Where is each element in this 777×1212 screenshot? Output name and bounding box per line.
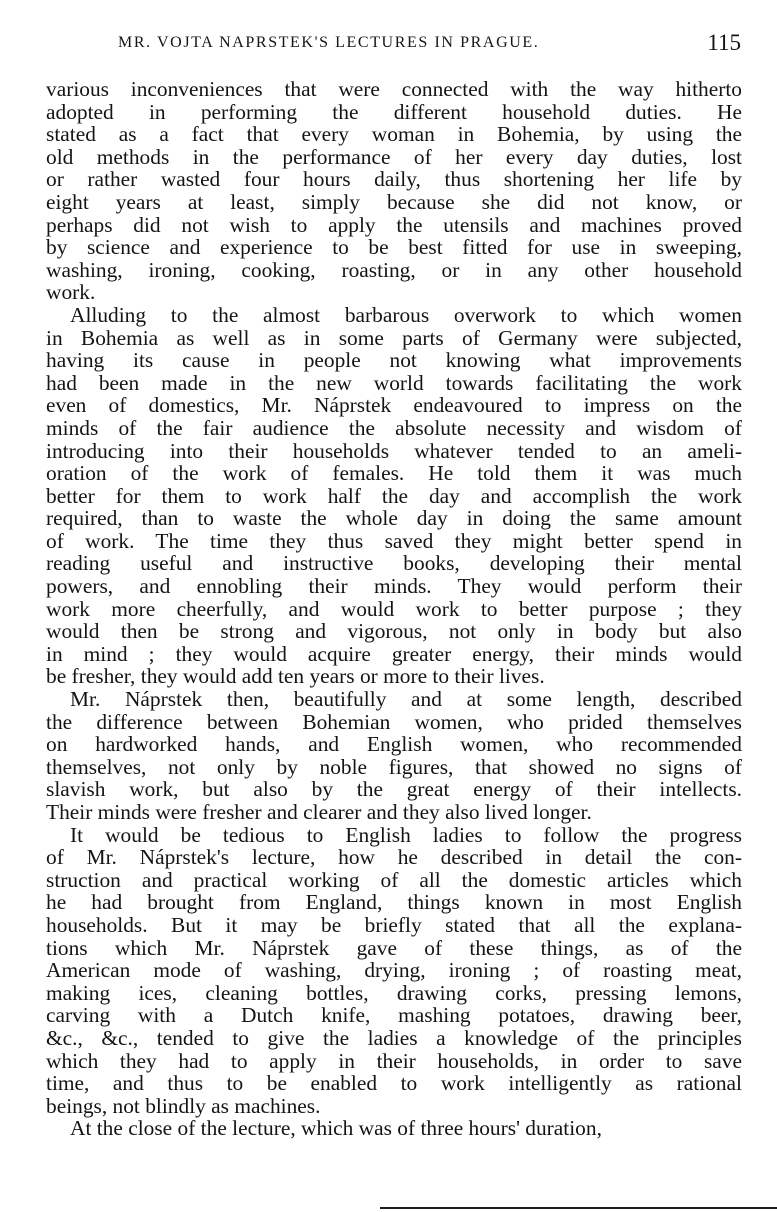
text-line: introducing into their households whatever tended to an ameli- (46, 438, 742, 463)
text-line: American mode of washing, drying, ironing ; of roasting meat, (46, 958, 742, 983)
text-line: of work. The time they thus saved they might better spend in (46, 528, 742, 553)
text-line: carving with a Dutch knife, mashing potatoes, drawing beer, (46, 1003, 742, 1028)
text-line: had been made in the new world towards facilitating the work (46, 370, 742, 395)
text-line: minds of the fair audience the absolute necessity and wisdom of (46, 415, 742, 440)
text-line: work more cheerfully, and would work to better purpose ; they (46, 596, 742, 621)
text-line: making ices, cleaning bottles, drawing corks, pressing lemons, (46, 980, 742, 1005)
text-line: washing, ironing, cooking, roasting, or in any other household (46, 257, 742, 282)
text-line: oration of the work of females. He told them it was much (46, 461, 742, 486)
text-line: Their minds were fresher and clearer and they also lived longer. (46, 800, 592, 824)
text-line: reading useful and instructive books, developing their mental (46, 551, 742, 576)
text-line: perhaps did not wish to apply the utensils and machines proved (46, 212, 742, 237)
text-line: Mr. Náprstek then, beautifully and at some length, described (70, 687, 742, 712)
text-line: struction and practical working of all the domestic articles which (46, 867, 742, 892)
text-line: on hardworked hands, and English women, who recommended (46, 732, 742, 757)
text-line: having its cause in people not knowing what improvements (46, 348, 742, 373)
text-line: time, and thus to be enabled to work intelligently as rational (46, 1071, 742, 1096)
text-line: tions which Mr. Náprstek gave of these things, as of the (46, 935, 742, 960)
text-line: households. But it may be briefly stated that all the explana- (46, 912, 742, 937)
text-line: various inconveniences that were connected with the way hitherto (46, 77, 742, 101)
text-line: better for them to work half the day and accomplish the work (46, 483, 742, 508)
text-line: beings, not blindly as machines. (46, 1093, 321, 1118)
text-line: would then be strong and vigorous, not only in body but also (46, 619, 742, 644)
text-line: &c., &c., tended to give the ladies a knowledge of the principles (46, 1025, 742, 1050)
body-text (46, 78, 742, 1140)
text-line: be fresher, they would add ten years or more to their lives. (46, 664, 545, 689)
text-line: At the close of the lecture, which was of three hours' duration, (70, 1116, 602, 1141)
text-line: adopted in performing the different household duties. He (46, 99, 742, 124)
text-line: which they had to apply in their households, in order to save (46, 1048, 742, 1073)
text-line: work. (46, 280, 96, 305)
text-line: required, than to waste the whole day in doing the same amount (46, 506, 742, 531)
text-line: in Bohemia as well as in some parts of Germany were subjected, (46, 325, 742, 350)
text-line: or rather wasted four hours daily, thus shortening her life by (46, 167, 742, 192)
text-line: of Mr. Náprstek's lecture, how he described in detail the con- (46, 845, 742, 870)
page-number: 115 (707, 30, 741, 55)
text-line: powers, and ennobling their minds. They would perform their (46, 574, 742, 599)
text-line: It would be tedious to English ladies to follow the progress (70, 822, 742, 847)
text-line: he had brought from England, things known in most English (46, 890, 742, 915)
text-line: eight years at least, simply because she did not know, or (46, 189, 742, 214)
text-line: by science and experience to be best fitted for use in sweeping, (46, 235, 742, 260)
text-line: slavish work, but also by the great energy of their intellects. (46, 777, 742, 802)
footer-rule (380, 1207, 777, 1209)
text-line: Alluding to the almost barbarous overwork to which women (70, 302, 742, 327)
text-line: the difference between Bohemian women, who prided themselves (46, 709, 742, 734)
text-line: old methods in the performance of her every day duties, lost (46, 144, 742, 169)
text-line: in mind ; they would acquire greater energy, their minds would (46, 641, 742, 666)
running-title: MR. VOJTA NAPRSTEK'S LECTURES IN PRAGUE. (118, 34, 540, 51)
running-head (44, 30, 741, 60)
text-line: even of domestics, Mr. Náprstek endeavoured to impress on the (46, 393, 742, 418)
text-line: stated as a fact that every woman in Bohemia, by using the (46, 122, 742, 147)
text-line: themselves, not only by noble figures, that showed no signs of (46, 754, 742, 779)
